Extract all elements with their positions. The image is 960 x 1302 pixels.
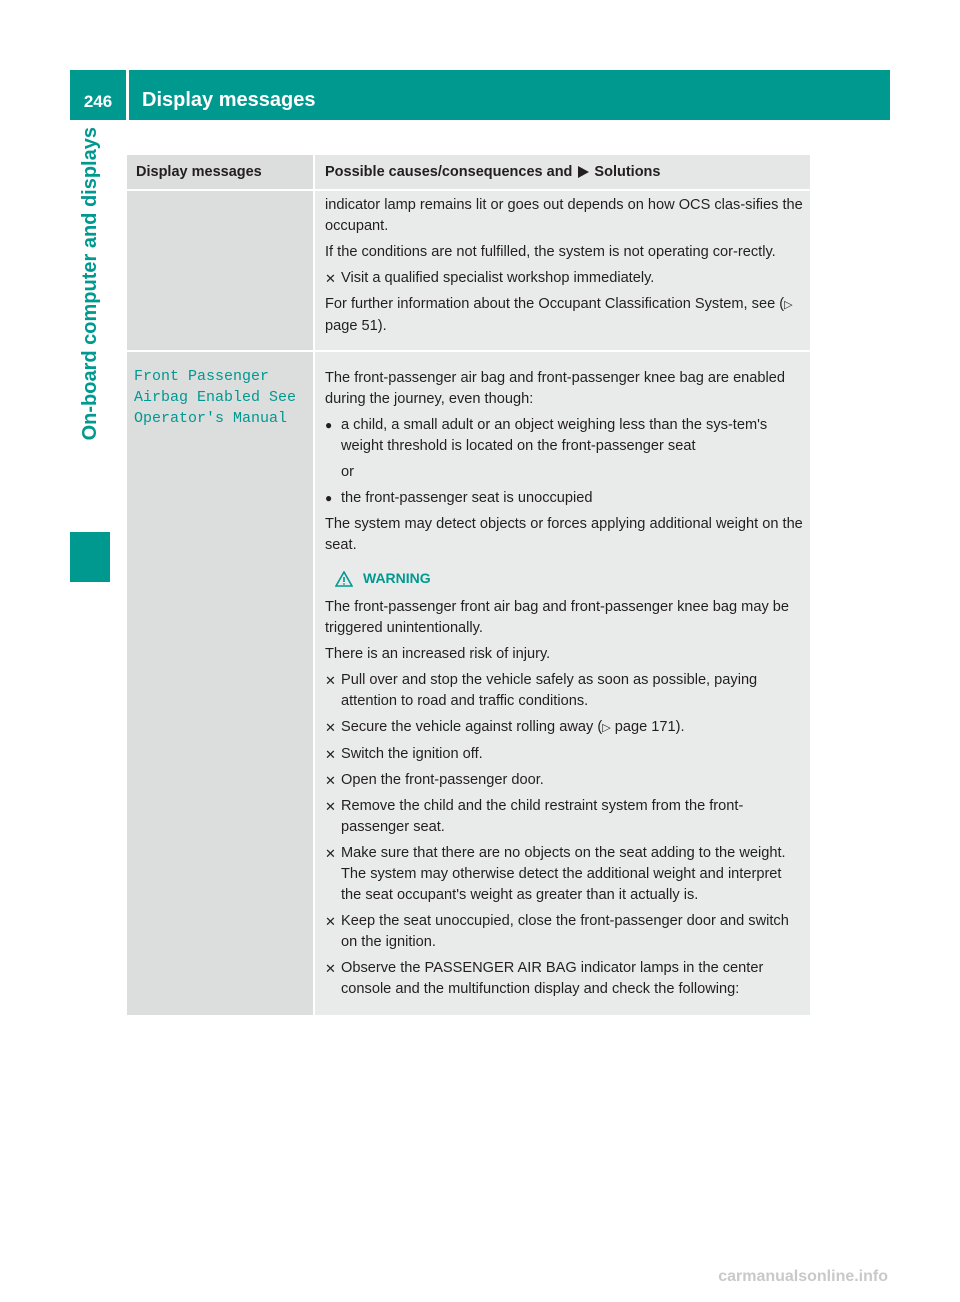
action-step-icon: ✕ — [325, 720, 336, 735]
action-step-text: Open the front-passenger door. — [341, 772, 544, 788]
action-step-icon: ✕ — [325, 799, 336, 814]
side-tab — [70, 127, 110, 527]
message-cell — [127, 352, 313, 1015]
page-reference-link[interactable]: page 171 — [614, 719, 676, 735]
text: The system may otherwise detect the additional weight and interpret the seat occupant's weight as greater than it actually is. — [341, 866, 782, 903]
action-step — [325, 796, 804, 838]
bullet-item — [325, 415, 804, 457]
paragraph: The system may detect objects or forces applying additional weight on the seat. — [325, 516, 803, 553]
action-step-icon: ✕ — [325, 747, 336, 762]
paragraph: The front-passenger air bag and front-passenger knee bag are enabled during the journey, even though: — [325, 370, 786, 407]
action-step-icon: ✕ — [325, 846, 336, 861]
action-step-text: Remove the child and the child restraint system from the front-passenger seat. — [341, 798, 744, 835]
column-header-causes-solutions — [313, 155, 810, 189]
side-tab-label: On-board computer and displays — [78, 127, 101, 441]
action-step — [325, 770, 804, 791]
action-step-icon: ✕ — [325, 914, 336, 929]
bullet-text: a child, a small adult or an object weighing less than the sys-tem's weight threshold is located on the front-passenger seat — [341, 417, 768, 454]
action-step-icon: ✕ — [325, 271, 336, 286]
solutions-cell — [313, 352, 810, 1015]
action-step-text: Visit a qualified specialist workshop immediately. — [341, 270, 655, 286]
message-cell-empty — [127, 191, 313, 350]
solutions-cell — [313, 191, 810, 350]
bullet-icon: ● — [325, 491, 333, 505]
column-header-causes-label: Possible causes/consequences and — [325, 164, 573, 180]
column-header-solutions-label: Solutions — [594, 164, 661, 180]
page-number: 246 — [83, 92, 113, 111]
action-step — [325, 958, 804, 1000]
text: Make sure that there are no objects on the seat adding to the weight. — [341, 845, 786, 861]
action-step-text: Keep the seat unoccupied, close the front-passenger door and switch on the ignition. — [341, 913, 789, 950]
page-reference-icon: ▷ — [602, 722, 611, 734]
page-title: Display messages — [142, 89, 316, 111]
text: ). — [377, 318, 387, 334]
column-header-display-messages: Display messages — [127, 155, 313, 189]
action-step — [325, 843, 804, 906]
warning-label: WARNING — [363, 570, 431, 586]
action-step — [325, 717, 804, 739]
warning-text: The front-passenger front air bag and front-passenger knee bag may be triggered unintentionally. — [325, 599, 790, 636]
page-reference-link[interactable]: page 51 — [325, 318, 378, 334]
table-row — [127, 189, 810, 350]
paragraph — [325, 294, 804, 337]
text: Secure the vehicle against rolling away ( — [341, 719, 603, 735]
bullet-icon: ● — [325, 418, 333, 432]
text: ). — [675, 719, 685, 735]
action-step-text: Pull over and stop the vehicle safely as soon as possible, paying attention to road and traffic conditions. — [341, 672, 758, 709]
table-row — [127, 350, 810, 1015]
action-step-text: Switch the ignition off. — [341, 746, 483, 762]
side-tab-block — [70, 532, 110, 582]
watermark: carmanualsonline.info — [718, 1268, 888, 1285]
play-arrow-icon — [576, 165, 590, 179]
bullet-item — [325, 488, 804, 509]
warning-triangle-icon — [335, 571, 353, 587]
display-messages-table — [127, 155, 810, 1015]
paragraph: indicator lamp remains lit or goes out depends on how OCS clas-sifies the occupant. — [325, 197, 803, 234]
action-step — [325, 744, 804, 765]
action-step — [325, 670, 804, 712]
action-step — [325, 268, 804, 289]
header-divider — [126, 70, 129, 120]
display-message-text: Front Passenger Airbag Enabled See Operator's Manual — [134, 368, 297, 427]
action-step-icon: ✕ — [325, 961, 336, 976]
paragraph: or — [341, 464, 354, 480]
action-step-text — [341, 843, 804, 906]
action-step-text: Observe the PASSENGER AIR BAG indicator lamps in the center console and the multifunction display and check the following: — [341, 960, 764, 997]
table-header — [127, 155, 810, 189]
action-step-icon: ✕ — [325, 773, 336, 788]
warning-heading — [335, 568, 804, 589]
warning-text: There is an increased risk of injury. — [325, 646, 551, 662]
action-step-icon: ✕ — [325, 673, 336, 688]
action-step-text — [341, 717, 685, 739]
action-step — [325, 911, 804, 953]
paragraph: If the conditions are not fulfilled, the system is not operating cor-rectly. — [325, 244, 776, 260]
page-reference-icon: ▷ — [784, 299, 793, 311]
text: For further information about the Occupant Classification System, see ( — [325, 296, 785, 312]
bullet-text: the front-passenger seat is unoccupied — [341, 490, 593, 506]
